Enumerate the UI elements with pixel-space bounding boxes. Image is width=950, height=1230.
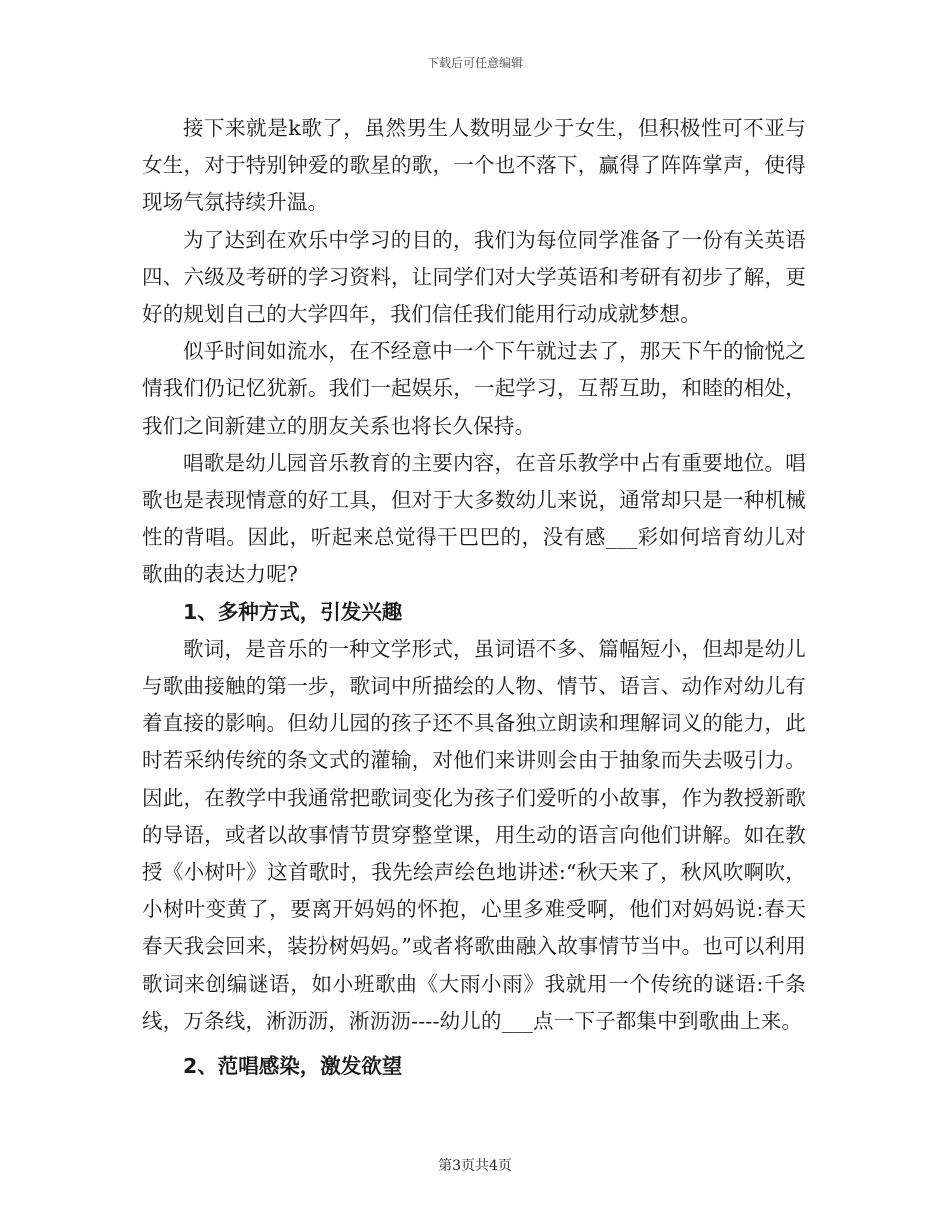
page-header: 下载后可任意编辑 bbox=[426, 56, 523, 70]
page-footer: 第3页共4页 bbox=[438, 1158, 512, 1174]
paragraph-study-materials: 为了达到在欢乐中学习的目的，我们为每位同学准备了一份有关英语四、六级及考研的学习资料，让同学们对大学英语和考研有初步了解，更好的规划自己的大学四年，我们信任我们能用行动成就梦想。 bbox=[142, 227, 806, 327]
section-heading-1: 1、多种方式，引发兴趣 bbox=[183, 599, 403, 624]
paragraph-singing-education: 唱歌是幼儿园音乐教育的主要内容，在音乐教学中占有重要地位。唱歌也是表现情意的好工具，但对于大多数幼儿来说，通常却只是一种机械性的背唱。因此，听起来总觉得干巴巴的，没有感___彩如何培育幼儿对歌曲的表达力呢? bbox=[142, 450, 806, 587]
document-body bbox=[142, 110, 806, 1085]
paragraph-time-flies: 似乎时间如流水，在不经意中一个下午就过去了，那天下午的愉悦之情我们仍记忆犹新。我们一起娱乐，一起学习，互帮互助，和睦的相处，我们之间新建立的朋友关系也将长久保持。 bbox=[142, 339, 806, 438]
section-heading-2: 2、范唱感染，激发欲望 bbox=[183, 1054, 403, 1079]
section-1-body: 歌词，是音乐的一种文学形式，虽词语不多、篇幅短小，但却是幼儿与歌曲接触的第一步，歌词中所描绘的人物、情节、语言、动作对幼儿有着直接的影响。但幼儿园的孩子还不具备独立朗读和理解词义的能力，此时若采纳传统的条文式的灌输，对他们来讲则会由于抽象而失去吸引力。因此，在教学中我通常把歌词变化为孩子们爱听的小故事，作为教授新歌的导语，或者以故事情节贯穿整堂课，用生动的语言向他们讲解。如在教授《小树叶》这首歌时，我先绘声绘色地讲述:“秋天来了，秋风吹啊吹，小树叶变黄了，要离开妈妈的怀抱，心里多难受啊，他们对妈妈说:春天春天我会回来，装扮树妈妈。”或者将歌曲融入故事情节当中。也可以利用歌词来创编谜语，如小班歌曲《大雨小雨》我就用一个传统的谜语:千条线，万条线，淅沥沥，淅沥沥----幼儿的___点一下子都集中到歌曲上来。 bbox=[142, 636, 806, 1033]
paragraph-karaoke: 接下来就是k歌了，虽然男生人数明显少于女生，但积极性可不亚与女生，对于特别钟爱的歌星的歌，一个也不落下，赢得了阵阵掌声，使得现场气氛持续升温。 bbox=[142, 116, 806, 215]
